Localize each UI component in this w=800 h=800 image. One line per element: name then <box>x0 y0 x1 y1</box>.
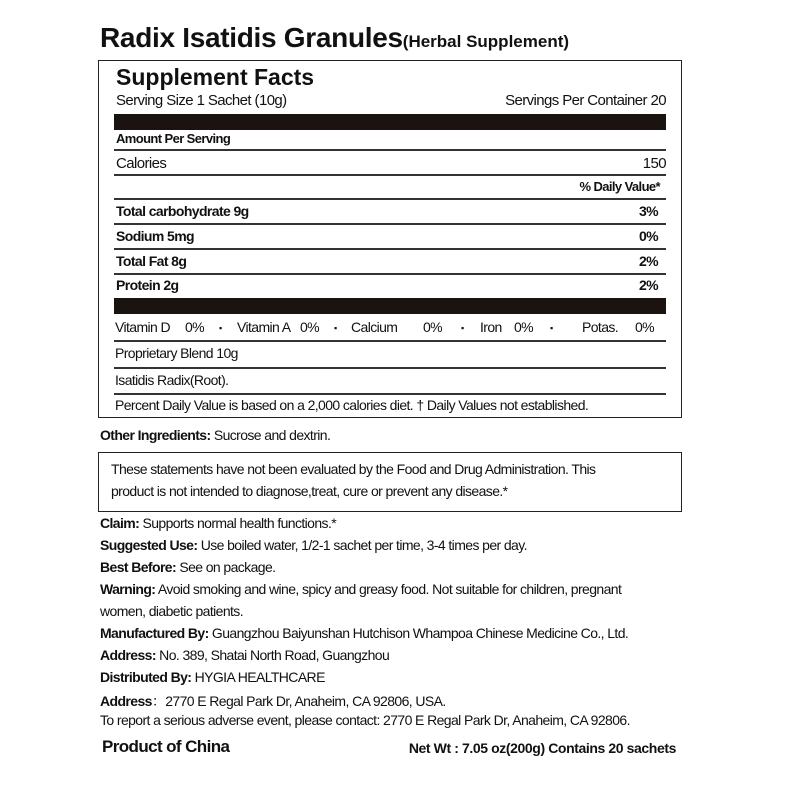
separator: ▪ <box>461 323 464 333</box>
info-value: women, diabetic patients. <box>100 603 243 619</box>
serving-size: Serving Size 1 Sachet (10g) <box>116 92 287 109</box>
calories-value: 150 <box>642 155 666 172</box>
nutrient-dv: 2% <box>638 277 658 293</box>
mineral-label: Iron <box>480 319 502 335</box>
nutrient-dv: 3% <box>638 203 658 219</box>
product-origin: Product of China <box>102 737 230 756</box>
divider <box>114 149 666 151</box>
divider <box>114 340 666 342</box>
dv-footnote: Percent Daily Value is based on a 2,000 calories diet. † Daily Values not established. <box>115 397 589 413</box>
info-value: To report a serious adverse event, please contact: 2770 E Regal Park Dr, Anaheim, CA 92806. <box>100 712 630 728</box>
other-ingredients-value: Sucrose and dextrin. <box>210 427 331 443</box>
nutrient-label: Protein 2g <box>116 277 179 293</box>
mineral-label: Vitamin A <box>237 319 291 335</box>
divider-bar <box>114 298 666 314</box>
info-line <box>100 559 275 575</box>
proprietary-blend: Proprietary Blend 10g <box>115 345 238 361</box>
divider-bar <box>114 114 666 130</box>
disclaimer-line: product is not intended to diagnose,treat, cure or prevent any disease.* <box>111 483 508 499</box>
dv-header: % Daily Value* <box>579 179 660 194</box>
info-line <box>100 669 325 685</box>
separator: ▪ <box>334 323 337 333</box>
info-line <box>100 691 446 711</box>
net-weight: Net Wt : 7.05 oz(200g) Contains 20 sachets <box>408 740 676 756</box>
title-main: Radix Isatidis Granules <box>100 22 403 53</box>
info-value: Supports normal health functions.* <box>139 515 337 531</box>
divider <box>114 273 666 275</box>
nutrient-label: Total carbohydrate 9g <box>116 203 249 219</box>
info-value: Use boiled water, 1/2-1 sachet per time, 3-4 times per day. <box>197 537 527 553</box>
info-value: HYGIA HEALTHCARE <box>191 669 325 685</box>
info-value: No. 389, Shatai North Road, Guangzhou <box>155 647 390 663</box>
info-label: Claim: <box>100 515 140 531</box>
divider <box>114 198 666 200</box>
info-line <box>100 647 389 663</box>
calories-label: Calories <box>116 155 167 172</box>
divider <box>114 248 666 250</box>
product-title <box>100 22 569 54</box>
servings-per-container: Servings Per Container 20 <box>505 92 666 109</box>
info-label: Address <box>100 693 152 709</box>
disclaimer-line: These statements have not been evaluated by the Food and Drug Administration. This <box>111 461 596 477</box>
divider <box>114 393 666 395</box>
amount-per-serving: Amount Per Serving <box>116 131 231 146</box>
info-value: Guangzhou Baiyunshan Hutchison Whampoa Chinese Medicine Co., Ltd. <box>208 625 629 641</box>
divider <box>114 367 666 369</box>
divider <box>114 223 666 225</box>
other-ingredients-label: Other Ingredients: <box>100 427 211 443</box>
title-sub: (Herbal Supplement) <box>402 32 570 51</box>
info-line <box>100 515 336 531</box>
mineral-dv: 0% <box>300 319 320 335</box>
info-label: Distributed By: <box>100 669 192 685</box>
nutrient-dv: 2% <box>638 253 658 269</box>
info-label: Manufactured By: <box>100 625 209 641</box>
info-line <box>100 537 527 553</box>
info-label: Warning: <box>100 581 156 597</box>
info-line <box>100 603 243 619</box>
facts-heading: Supplement Facts <box>116 64 315 90</box>
mineral-label: Potas. <box>582 319 619 335</box>
nutrient-label: Total Fat 8g <box>116 253 187 269</box>
separator: ▪ <box>550 323 553 333</box>
info-label: Address: <box>100 647 156 663</box>
info-value: See on package. <box>176 559 276 575</box>
nutrient-dv: 0% <box>638 228 658 244</box>
mineral-dv: 0% <box>514 319 534 335</box>
mineral-label: Vitamin D <box>115 319 171 335</box>
blend-ingredient: Isatidis Radix(Root). <box>115 372 229 388</box>
info-label: Suggested Use: <box>100 537 198 553</box>
info-value: ：2770 E Regal Park Dr, Anaheim, CA 92806, USA. <box>151 693 446 709</box>
info-line <box>100 712 630 728</box>
separator: ▪ <box>219 323 222 333</box>
info-value: Avoid smoking and wine, spicy and greasy food. Not suitable for children, pregnant <box>155 581 622 597</box>
mineral-dv: 0% <box>185 319 205 335</box>
divider <box>114 174 666 176</box>
info-line <box>100 625 628 641</box>
info-line <box>100 581 621 597</box>
nutrient-label: Sodium 5mg <box>116 228 195 244</box>
info-label: Best Before: <box>100 559 177 575</box>
mineral-label: Calcium <box>351 319 398 335</box>
mineral-dv: 0% <box>634 319 654 335</box>
mineral-dv: 0% <box>423 319 443 335</box>
other-ingredients <box>100 427 330 443</box>
